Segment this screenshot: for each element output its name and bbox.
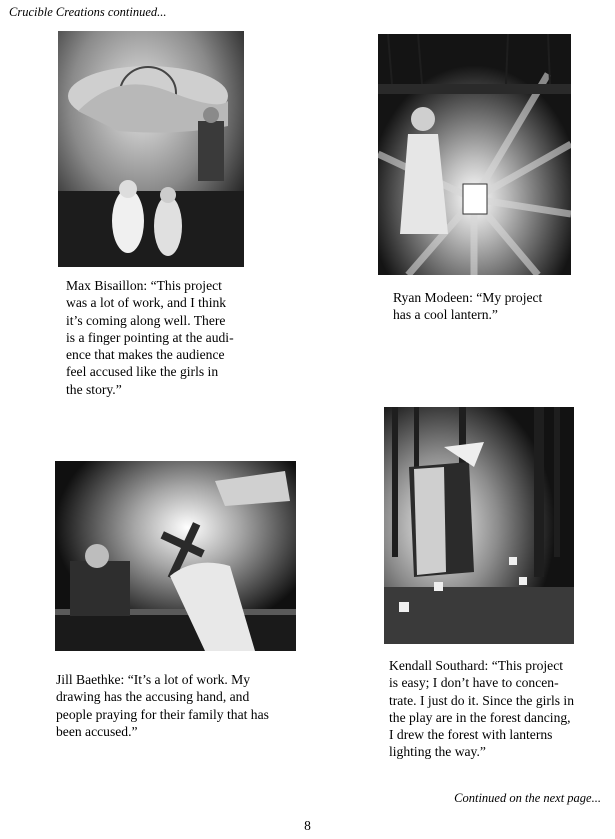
artwork-modeen-caption: Ryan Modeen: “My project has a cool lantern.” — [393, 290, 543, 323]
artwork-southard-caption: Kendall Southard: “This project is easy; I don’t have to concen- trate. I just do it. Since the girls in the play are in the forest dancing, I drew the forest with lanterns lighting the way.” — [389, 658, 574, 760]
page-header: Crucible Creations continued... — [9, 5, 167, 19]
artwork-baethke-image — [55, 461, 296, 651]
artwork-southard-image — [384, 407, 574, 644]
artwork-baethke-caption: Jill Baethke: “It’s a lot of work. My drawing has the accusing hand, and people praying for their family that has been accused.” — [56, 672, 269, 739]
artwork-bisaillon-image — [58, 31, 244, 267]
artwork-modeen-image — [378, 34, 571, 275]
page-number: 8 — [304, 818, 311, 833]
artwork-bisaillon-caption: Max Bisaillon: “This project was a lot of work, and I think it’s coming along well. There is a finger pointing at the audi- ence that makes the audience feel accused like the girls in the story.” — [66, 278, 234, 397]
continued-note: Continued on the next page... — [454, 791, 601, 805]
